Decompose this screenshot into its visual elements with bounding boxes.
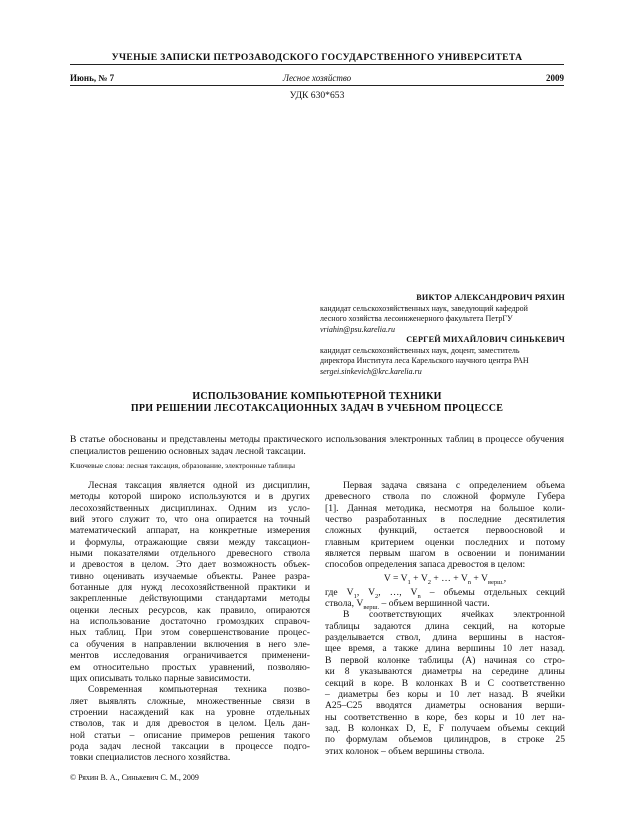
right-column <box>325 480 565 757</box>
text-line: ными показателями отдельного древесного ствола <box>70 548 310 560</box>
keywords: Ключевые слова: лесная таксация, образование, электронные таблицы <box>70 461 296 470</box>
text-line: строении насаждений как на уровне отдельных <box>70 706 310 718</box>
text-line: зад. В колонках D, E, F получаем объемы секций <box>325 722 565 734</box>
text-line: сложных функций, остается первоосновой и <box>325 525 565 537</box>
authors-block <box>320 293 565 377</box>
text-line: на использование достаточно громоздких справоч- <box>70 616 310 628</box>
text-line: оценки лесных ресурсов, как правило, опираются <box>70 604 310 616</box>
text-line: разделывается ствол, длина вершины в настоя- <box>325 632 565 644</box>
text-line: Лесная таксация является одной из дисциплин, <box>88 480 310 491</box>
article-title <box>70 391 564 415</box>
text-line: стволов, так и для древостоя в целом. Цель дан- <box>70 718 310 730</box>
text-line: ной статьи – описание примеров решения такого <box>70 729 310 741</box>
abstract: В статье обоснованы и представлены методы практического использования электронных таблиц в процессе обучения специалистов решению основных задач лесной таксации. <box>70 434 564 457</box>
text-line: и формулы, отражающие связи между таксацион- <box>70 536 310 548</box>
author-name: СЕРГЕЙ МИХАЙЛОВИЧ СИНЬКЕВИЧ <box>406 335 565 344</box>
text-line: A25–C25 вводятся диаметры основания верши- <box>325 700 565 712</box>
text-line: является первым шагом в освоении и понимании <box>325 548 565 560</box>
header-rule-bottom <box>70 85 564 86</box>
text-line: щее время, а также длина вершины 10 лет назад. <box>325 643 565 655</box>
text-line: Современная компьютерная техника позво- <box>88 684 310 696</box>
journal-title: УЧЕНЫЕ ЗАПИСКИ ПЕТРОЗАВОДСКОГО ГОСУДАРСТВЕННОГО УНИВЕРСИТЕТА <box>111 52 523 63</box>
udk-code: УДК 630*653 <box>289 90 345 101</box>
text-line: математический аппарат, на конкретные измерения <box>70 525 310 537</box>
text-line: по формулам объемов цилиндров, в строке 25 <box>325 734 565 746</box>
author-name: ВИКТОР АЛЕКСАНДРОВИЧ РЯХИН <box>416 293 565 302</box>
text-line: ляет выявлять сложные, множественные связи в <box>70 695 310 707</box>
author-affiliation: директора Института леса Карельского научного центра РАН <box>320 356 529 365</box>
issue-year: 2009 <box>546 73 564 83</box>
text-line: ем относительно простых уравнений, позволяю- <box>70 661 310 673</box>
text-line: рода задач лесной таксации в процессе подго- <box>70 740 310 752</box>
text-line: таблицы задаются длина секций, на которые <box>325 620 565 632</box>
text-line: чество разработанных в последние десятилетия <box>325 514 565 526</box>
article-title-line: ПРИ РЕШЕНИИ ЛЕСОТАКСАЦИОННЫХ ЗАДАЧ В УЧЕБНОМ ПРОЦЕССЕ <box>130 403 504 414</box>
text-line: закрепленные действующими стандартами методы <box>70 593 310 605</box>
author-affiliation: кандидат сельскохозяйственных наук, заведующий кафедрой <box>320 303 528 313</box>
text-line: щих описывать только парные зависимости. <box>70 672 251 684</box>
text-line: древесного ствола по сложной формуле Губера <box>325 491 565 503</box>
formula-explanation: где $V_1$, $V_2$, …, $V_n$ – объемы отдельных секций <box>325 586 565 600</box>
volume-formula: $V = V_1 + V_2$ + … + $V_n + V_{верш.}$, <box>383 572 507 586</box>
formula-explanation: ствола, $V_{верш.}$ – объем вершинной части. <box>325 598 490 611</box>
text-line: тивно оценивать изучаемые объекты. Ранее разра- <box>70 570 310 582</box>
text-line: В первой колонке таблицы (A) начиная со стро- <box>325 654 565 666</box>
text-line: – диаметры без коры и 10 лет назад. В ячейки <box>325 688 565 700</box>
text-line: В соответствующих ячейках электронной <box>343 609 565 621</box>
author-email[interactable]: sergei.sinkevich@krc.karelia.ru <box>320 366 422 376</box>
text-line: вий этого служит то, что она опирается на точный <box>70 514 310 526</box>
text-line: этих колонок – объем вершины ствола. <box>325 745 485 757</box>
article-title-line: ИСПОЛЬЗОВАНИЕ КОМПЬЮТЕРНОЙ ТЕХНИКИ <box>192 391 442 402</box>
text-line: Первая задача связана с определением объема <box>343 480 565 491</box>
text-line: ментов исследования ограничивается применени- <box>70 650 310 662</box>
author-affiliation: лесного хозяйства лесоинженерного факультета ПетрГУ <box>320 314 513 323</box>
header-rule-top <box>70 64 564 65</box>
issue-number: Июнь, № 7 <box>70 73 115 83</box>
author-email[interactable]: vriahin@psu.karelia.ru <box>320 324 396 334</box>
text-line: [1]. Данная методика, несмотря на большое коли- <box>325 502 565 514</box>
text-line: и древостоя в целом. Это дает возможность объек- <box>70 559 310 571</box>
text-line: секций в коре. В колонках B и C соответственно <box>325 677 565 689</box>
author-affiliation: кандидат сельскохозяйственных наук, доцент, заместитель <box>320 345 520 355</box>
text-line: лесохозяйственных дисциплинах. Одним из усло- <box>70 502 310 514</box>
journal-section: Лесное хозяйство <box>282 73 352 83</box>
text-line: ных таблиц. При этом совершенствование процес- <box>70 627 310 639</box>
left-column <box>70 480 310 764</box>
copyright-notice: © Ряхин В. А., Синькевич С. М., 2009 <box>70 773 199 782</box>
text-line: ки 8 указываются диаметры на середине длины <box>325 666 565 678</box>
issue-meta <box>70 73 564 85</box>
text-line: способов определения запаса древостоя в целом: <box>325 559 526 571</box>
text-line: главным критерием оценки последних и потому <box>325 536 565 548</box>
text-line: ботанные для нужд лесохозяйственной практики и <box>70 582 310 594</box>
text-line: ны соответственно в коре, без коры и 10 лет на- <box>325 711 565 723</box>
text-line: методы которой широко используются и в других <box>70 491 310 503</box>
text-line: товки специалистов лесного хозяйства. <box>70 752 231 764</box>
text-line: са обучения в направлении включения в него эле- <box>70 638 310 650</box>
